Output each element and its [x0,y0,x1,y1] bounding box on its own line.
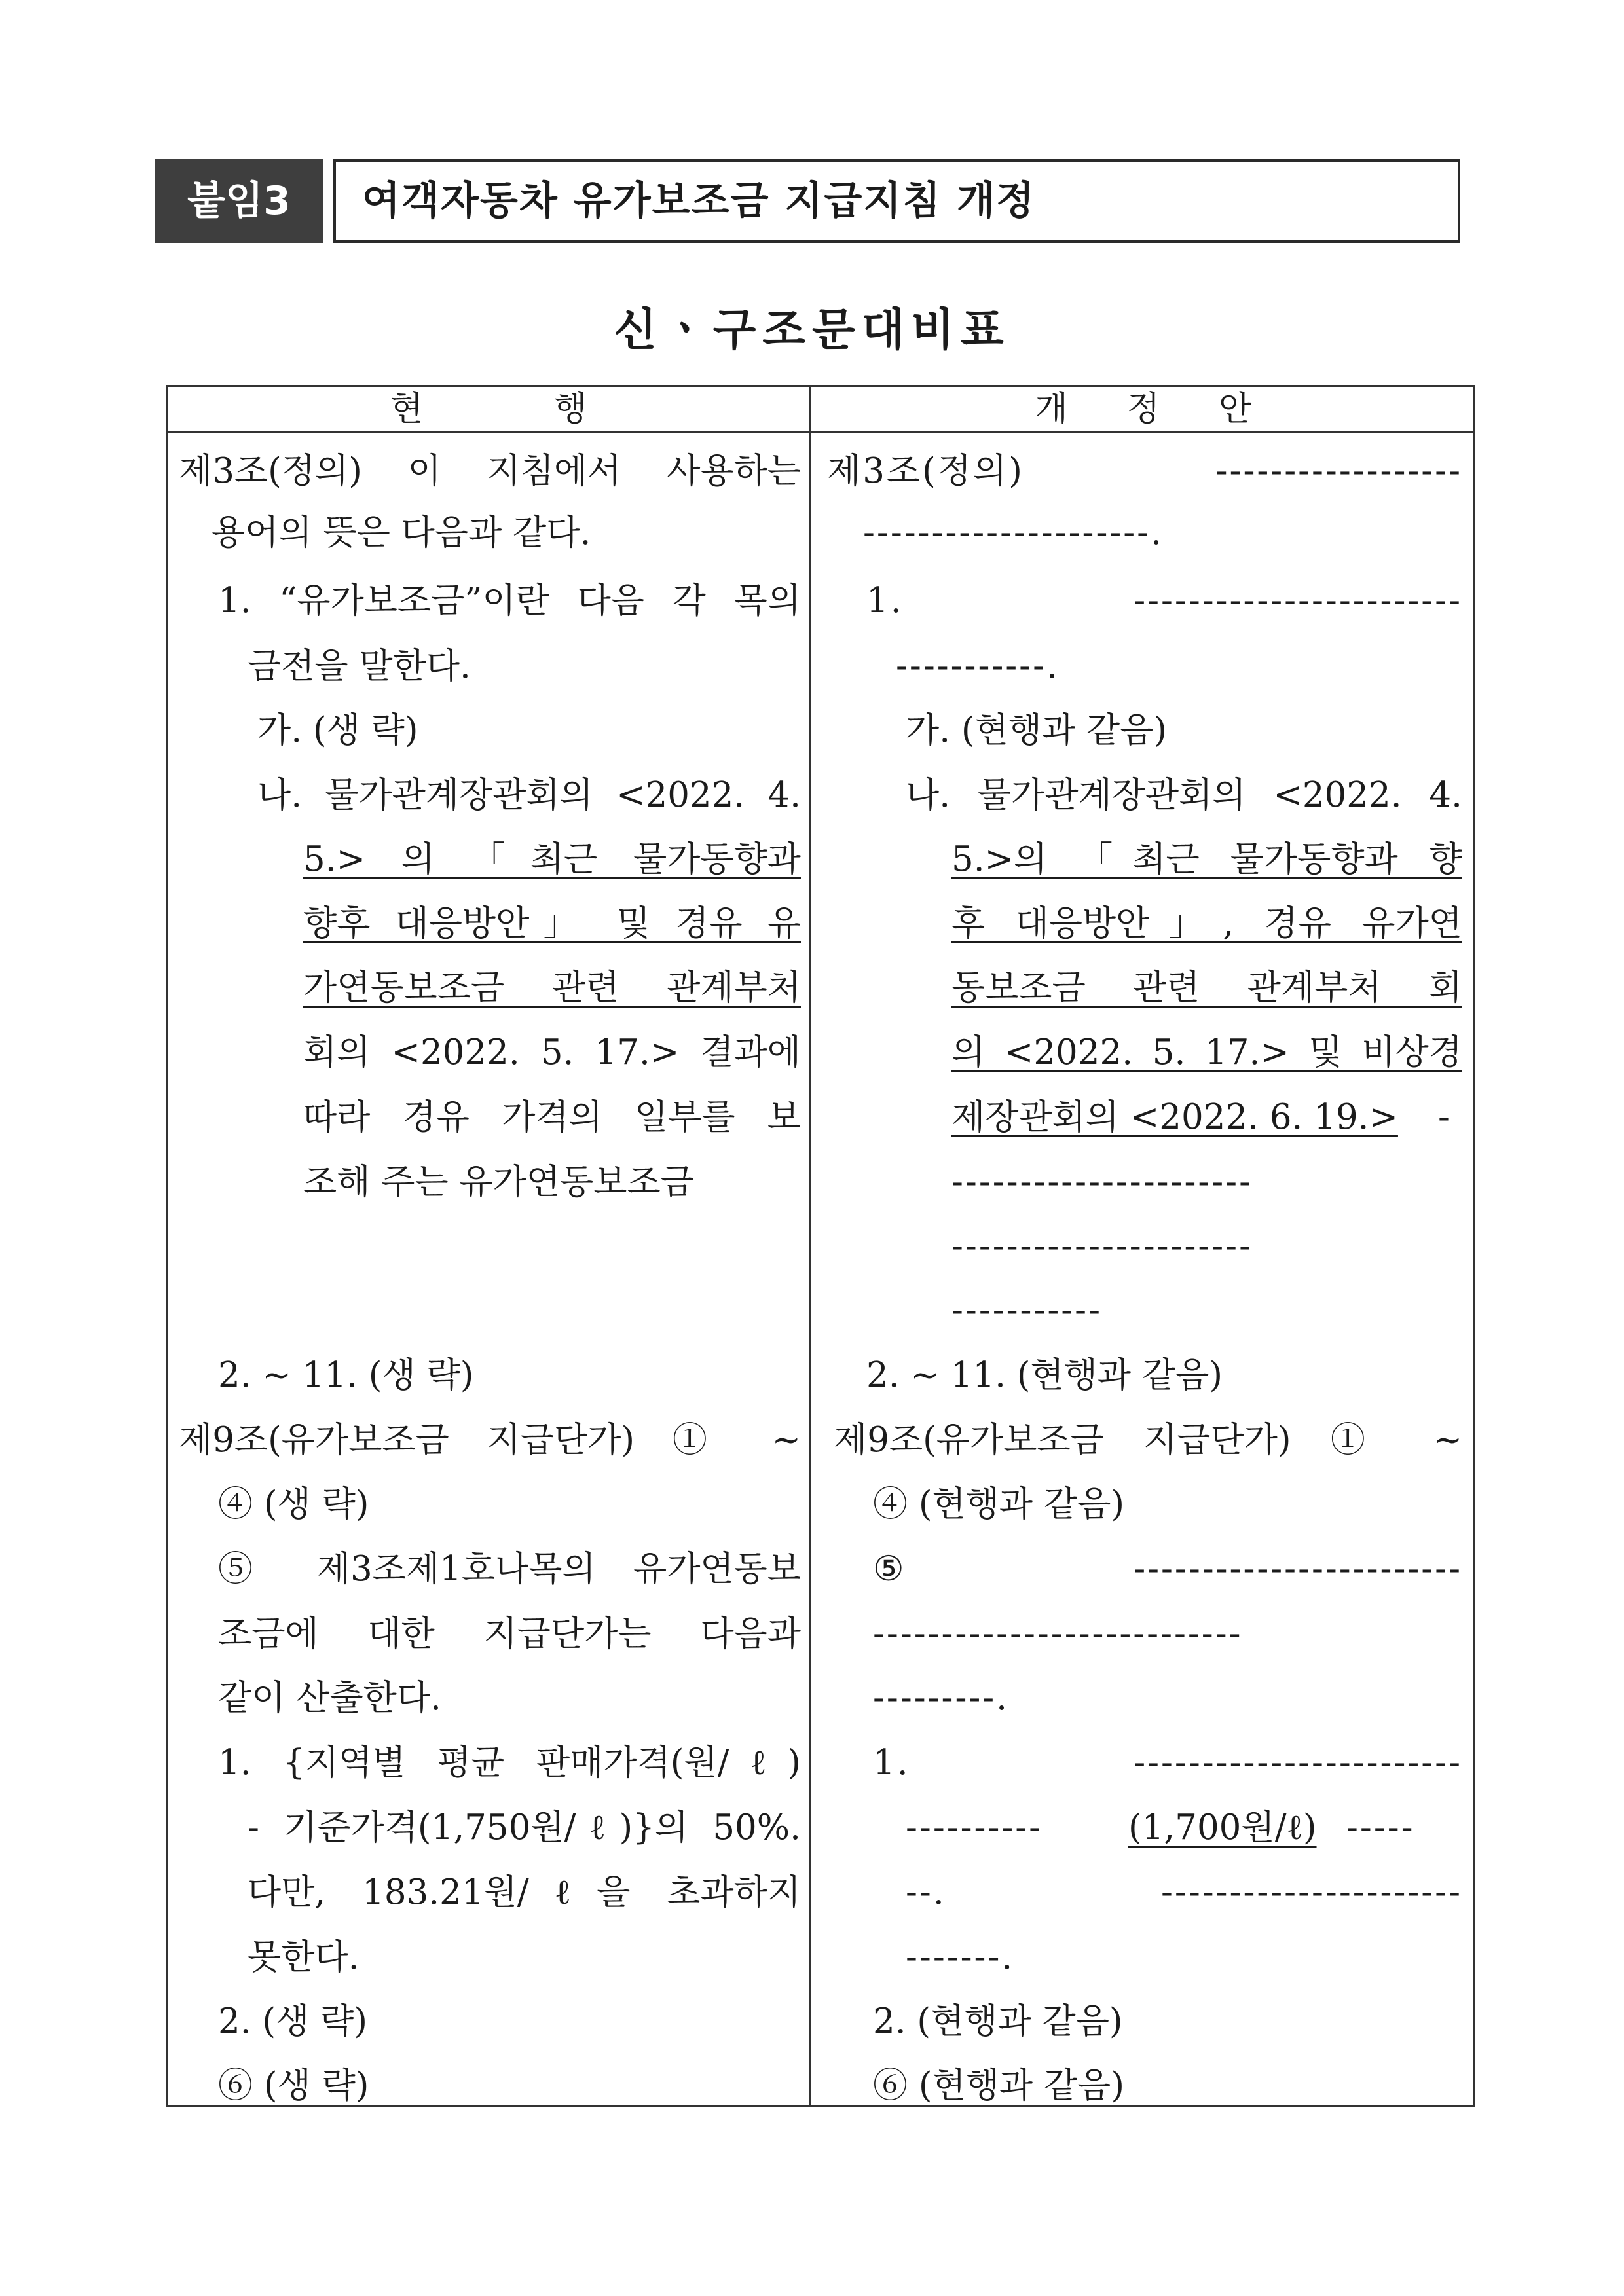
revised-line: 제3조(정의) ------------------ [827,451,1462,491]
revised-line: 나. 물가관계장관회의 <2022. 4. [906,775,1462,815]
revised-line: ---------------------- [951,1226,1253,1266]
current-line: ⑥ (생 략) [218,2066,369,2105]
current-line: 따라 경유 가격의 일부를 보 [303,1097,801,1137]
current-line: 회의 <2022. 5. 17.> 결과에 [303,1032,801,1072]
current-line: 같이 산출한다. [218,1678,441,1718]
revised-line: ⑥ (현행과 같음) [873,2066,1125,2105]
current-line: 가. (생 략) [257,710,418,750]
current-line: 향후 대응방안」 및 경유 유 [303,903,801,943]
column-header-current: 현행 [390,390,718,429]
column-header-revised: 개정안 [1035,390,1311,429]
current-line: 못한다. [248,1937,360,1977]
header-divider [168,431,1473,433]
revised-line: 의 <2022. 5. 17.> 및 비상경 [951,1032,1462,1072]
current-line: 나. 물가관계장관회의 <2022. 4. [257,775,801,815]
revised-line: --------------------------- [873,1614,1243,1654]
revised-line: ----- [1346,1808,1415,1848]
revised-line: ---------- [906,1808,1043,1848]
revised-line: -----------. [896,646,1060,686]
revised-line: 가. (현행과 같음) [906,710,1168,750]
revised-line: 5.>의 「최근 물가동향과 향 [951,839,1462,879]
current-line: 5.> 의 「최근 물가동향과 [303,839,801,879]
current-line: 1. “유가보조금”이란 다음 각 목의 [218,581,801,621]
attachment-badge: 붙임3 [155,159,323,243]
current-line: 2. (생 략) [218,2001,368,2041]
current-line: - 기준가격(1,750원/ℓ)}의 50%. [248,1808,801,1848]
current-line: 조해 주는 유가연동보조금 [303,1162,694,1202]
revised-line: 1. ------------------------ [873,1743,1462,1783]
current-line: ⑤ 제3조제1호나목의 유가연동보 [218,1549,801,1589]
revised-line: ---------. [873,1678,1010,1718]
current-line: 조금에 대한 지급단가는 다음과 [218,1614,801,1654]
document-header [155,159,1460,243]
column-divider [809,387,811,2105]
revised-line: 동보조금 관련 관계부처 회 [951,968,1462,1008]
current-line: 1. {지역별 평균 판매가격(원/ℓ) [218,1743,801,1783]
revised-line: 제9조(유가보조금 지급단가) ① ~ [834,1420,1462,1460]
comparison-table-title: 신ㆍ구조문대비표 [614,304,1010,356]
revised-line: 후 대응방안」, 경유 유가연 [951,903,1462,943]
revised-line: 1. ------------------------ [866,581,1462,621]
revised-line: ----------- [951,1290,1102,1330]
revised-line: ⑤ ------------------------ [873,1549,1462,1589]
comparison-table [166,385,1475,2107]
revised-line: ④ (현행과 같음) [873,1484,1125,1524]
current-line: ④ (생 략) [218,1484,369,1524]
revised-line: 2. (현행과 같음) [873,2001,1123,2041]
current-line: 다만, 183.21원/ℓ을 초과하지 [248,1872,801,1912]
current-line: 2. ~ 11. (생 략) [218,1355,474,1395]
revised-line: 제장관회의 <2022. 6. 19.> [951,1097,1398,1137]
current-line: 제9조(유가보조금 지급단가) ① ~ [179,1420,801,1460]
revised-line: ---------------------. [863,513,1164,553]
revised-line: - [1438,1097,1450,1137]
revised-line: 2. ~ 11. (현행과 같음) [866,1355,1223,1395]
current-line: 용어의 뜻은 다음과 같다. [212,513,591,553]
revised-line: (1,700원/ℓ) [1128,1808,1317,1848]
current-line: 제3조(정의) 이 지침에서 사용하는 [179,451,801,491]
current-line: 가연동보조금 관련 관계부처 [303,968,801,1008]
revised-line: -------. [906,1937,1015,1977]
revised-line: ---------------------- [951,1162,1253,1202]
revised-line: --. ---------------------- [906,1872,1462,1912]
document-title-box: 여객자동차 유가보조금 지급지침 개정 [333,159,1460,243]
current-line: 금전을 말한다. [248,646,471,686]
